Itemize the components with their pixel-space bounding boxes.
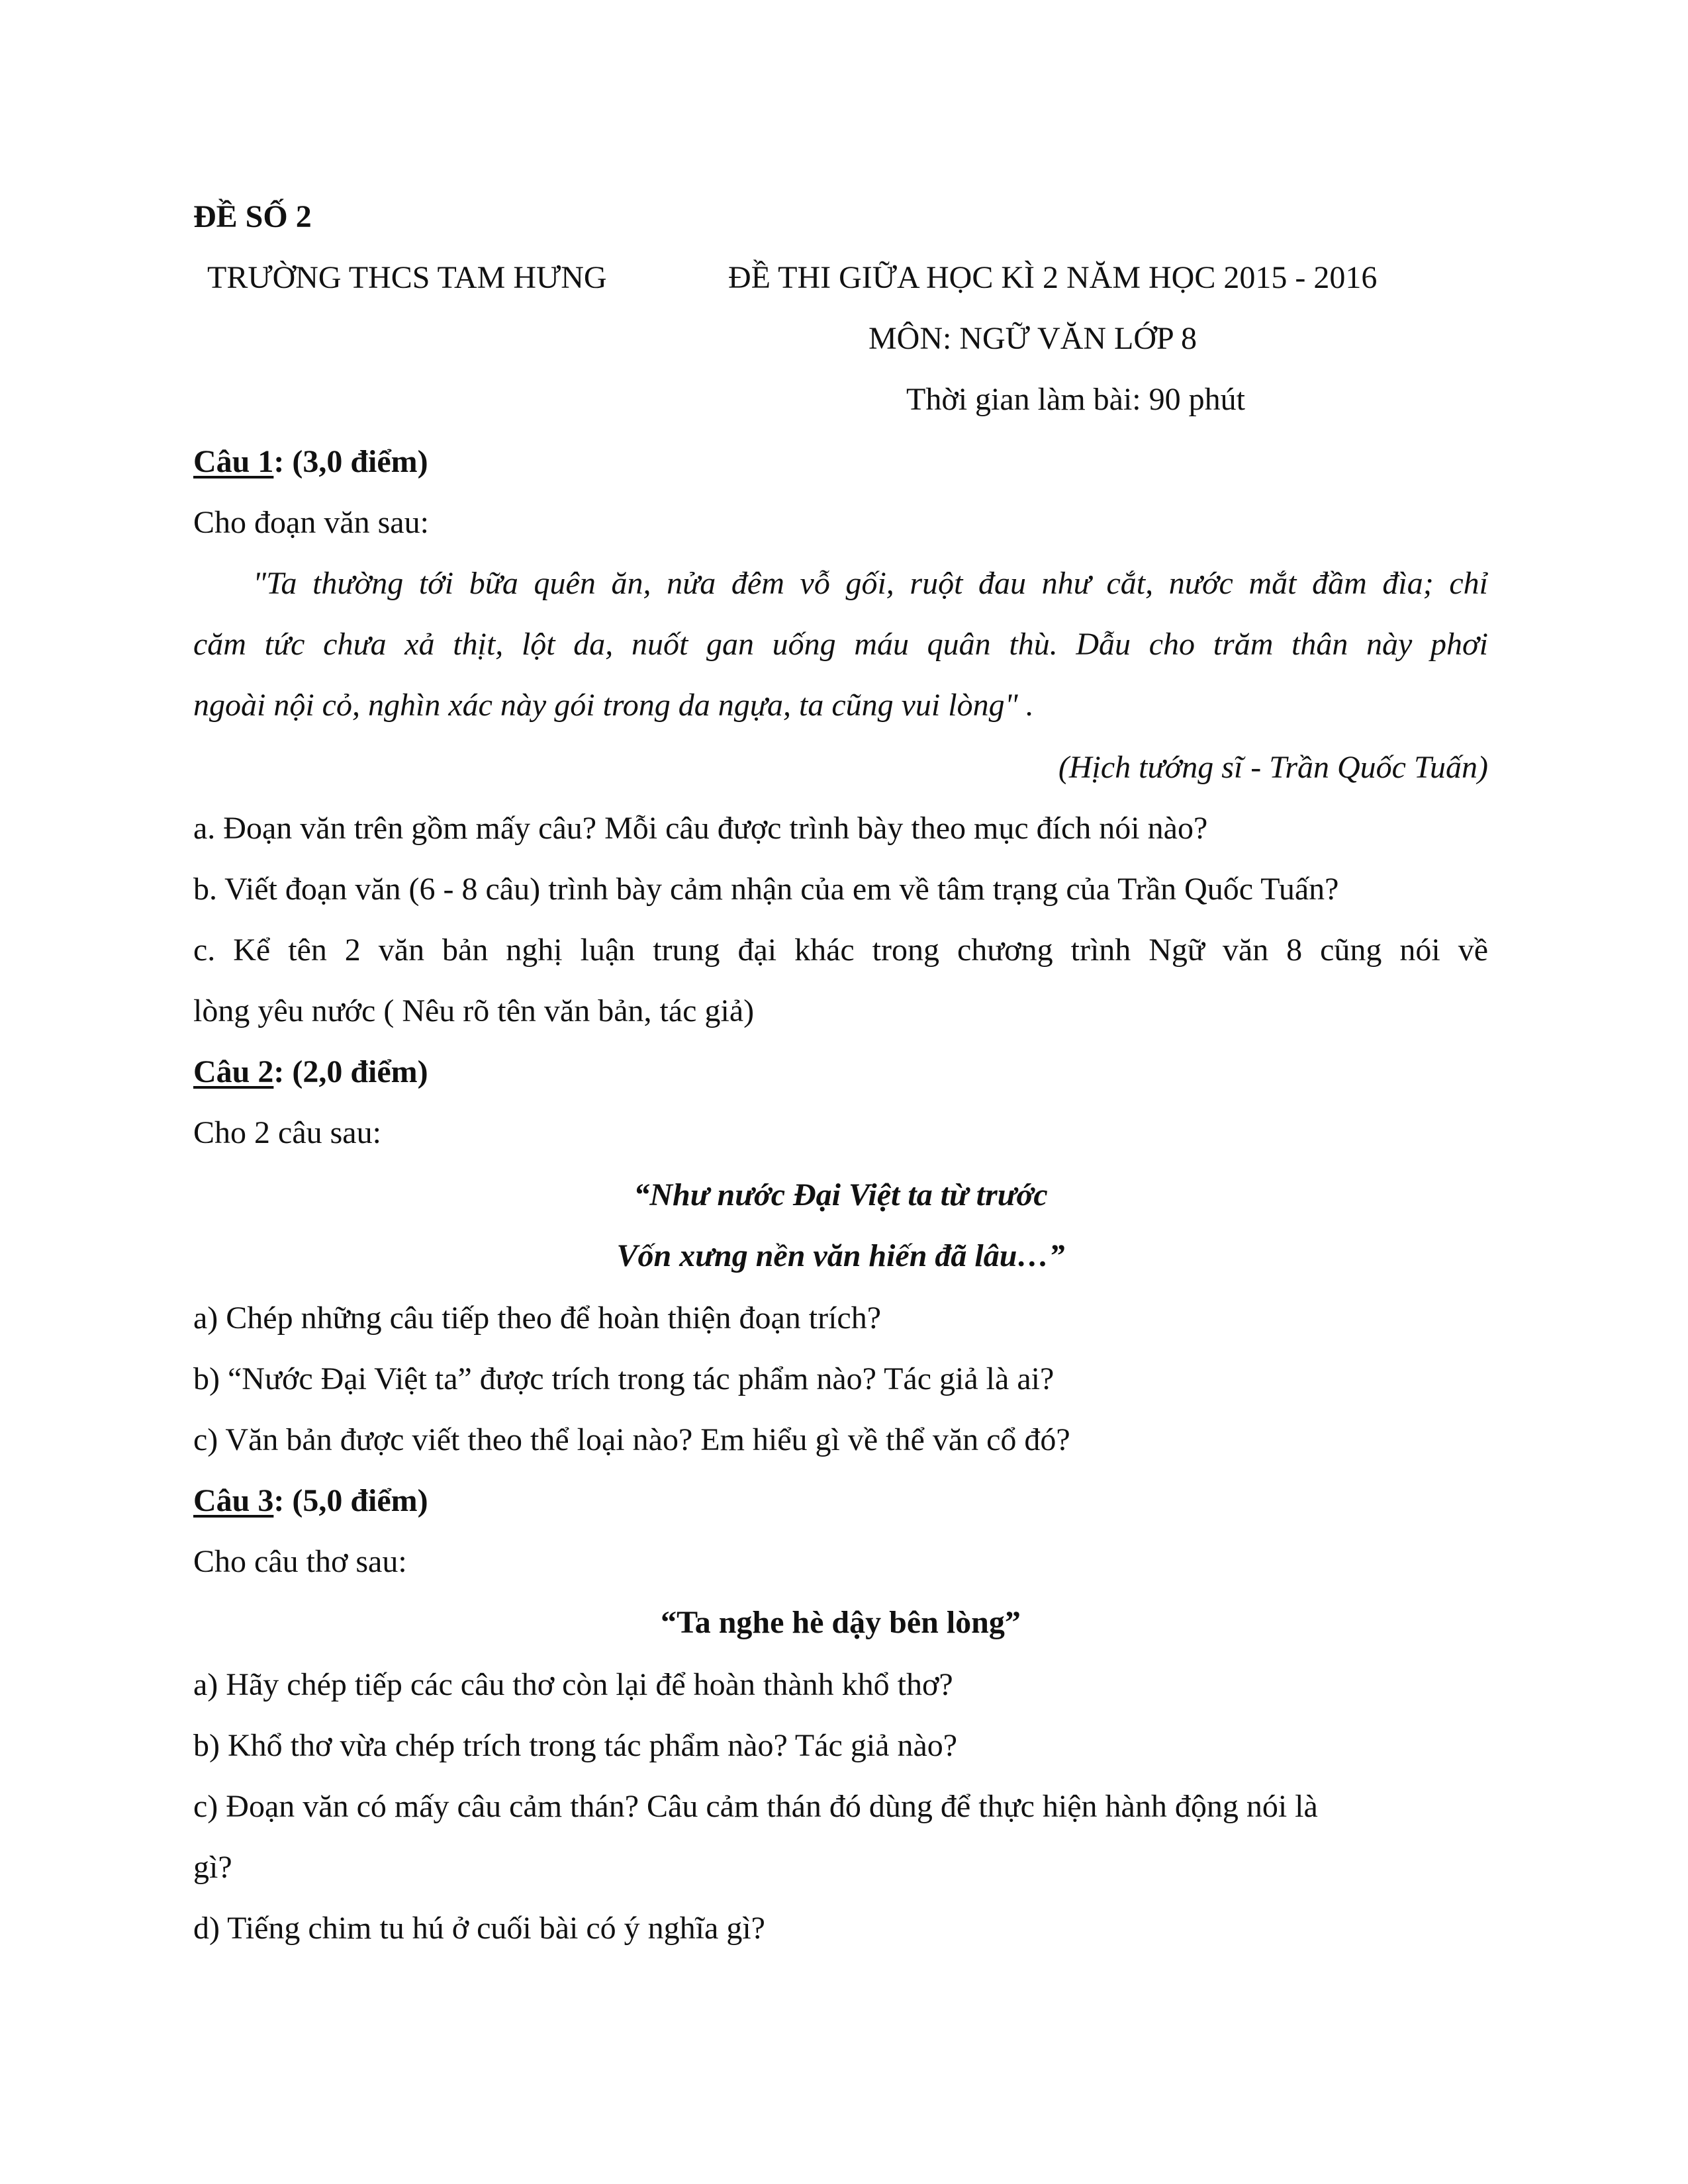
question-1-heading [193, 442, 428, 482]
question-1-quote-line: ngoài nội cỏ, nghìn xác này gói trong da ngựa, ta cũng vui lòng" . [193, 688, 1034, 723]
question-1-part-c-cont: lòng yêu nước ( Nêu rõ tên văn bản, tác giả) [193, 993, 755, 1028]
question-2-label: Câu 2 [193, 1054, 274, 1089]
question-1-intro: Cho đoạn văn sau: [193, 505, 429, 540]
question-3-verse: “Ta nghe hè dậy bên lòng” [661, 1605, 1021, 1640]
question-2-verse-2: Vốn xưng nền văn hiến đã lâu…” [616, 1238, 1065, 1273]
question-2-points: : (2,0 điểm) [273, 1054, 428, 1089]
question-3-part-a: a) Hãy chép tiếp các câu thơ còn lại để hoàn thành khổ thơ? [193, 1667, 953, 1702]
question-2-heading [193, 1052, 428, 1092]
question-2-part-a: a) Chép những câu tiếp theo để hoàn thiện đoạn trích? [193, 1300, 882, 1336]
question-3-points: : (5,0 điểm) [273, 1483, 428, 1518]
question-2-part-c: c) Văn bản được viết theo thể loại nào? Em hiểu gì về thể văn cổ đó? [193, 1422, 1070, 1457]
question-1-part-c: c. Kể tên 2 văn bản nghị luận trung đại khác trong chương trình Ngữ văn 8 cũng nói về [193, 933, 1488, 968]
question-1-label: Câu 1 [193, 444, 274, 479]
school-name: TRƯỜNG THCS TAM HƯNG [207, 260, 607, 295]
exam-subject: MÔN: NGỮ VĂN LỚP 8 [868, 321, 1197, 356]
question-3-part-c: c) Đoạn văn có mấy câu cảm thán? Câu cảm thán đó dùng để thực hiện hành động nói là [193, 1789, 1318, 1824]
question-3-part-b: b) Khổ thơ vừa chép trích trong tác phẩm nào? Tác giả nào? [193, 1728, 958, 1763]
exam-number: ĐỀ SỐ 2 [193, 199, 312, 234]
question-2-part-b: b) “Nước Đại Việt ta” được trích trong tác phẩm nào? Tác giả là ai? [193, 1361, 1055, 1396]
question-3-intro: Cho câu thơ sau: [193, 1544, 407, 1579]
question-3-part-c-cont: gì? [193, 1850, 232, 1885]
question-1-part-a: a. Đoạn văn trên gồm mấy câu? Mỗi câu được trình bày theo mục đích nói nào? [193, 811, 1208, 846]
question-1-points: : (3,0 điểm) [273, 444, 428, 479]
question-3-heading [193, 1481, 428, 1521]
question-3-label: Câu 3 [193, 1483, 274, 1518]
exam-title: ĐỀ THI GIỮA HỌC KÌ 2 NĂM HỌC 2015 - 2016 [728, 260, 1378, 295]
question-1-part-b: b. Viết đoạn văn (6 - 8 câu) trình bày cảm nhận của em về tâm trạng của Trần Quốc Tuấn? [193, 872, 1339, 907]
question-3-part-d: d) Tiếng chim tu hú ở cuối bài có ý nghĩa gì? [193, 1911, 765, 1946]
exam-time: Thời gian làm bài: 90 phút [906, 382, 1245, 417]
question-1-quote-line: "Ta thường tới bữa quên ăn, nửa đêm vỗ gối, ruột đau như cắt, nước mắt đầm đìa; chỉ [253, 566, 1488, 601]
question-1-source: (Hịch tướng sĩ - Trần Quốc Tuấn) [1058, 750, 1488, 785]
question-1-quote-line: căm tức chưa xả thịt, lột da, nuốt gan uống máu quân thù. Dẫu cho trăm thân này phơi [193, 627, 1488, 662]
question-2-intro: Cho 2 câu sau: [193, 1115, 381, 1150]
question-2-verse-1: “Như nước Đại Việt ta từ trước [633, 1177, 1048, 1212]
